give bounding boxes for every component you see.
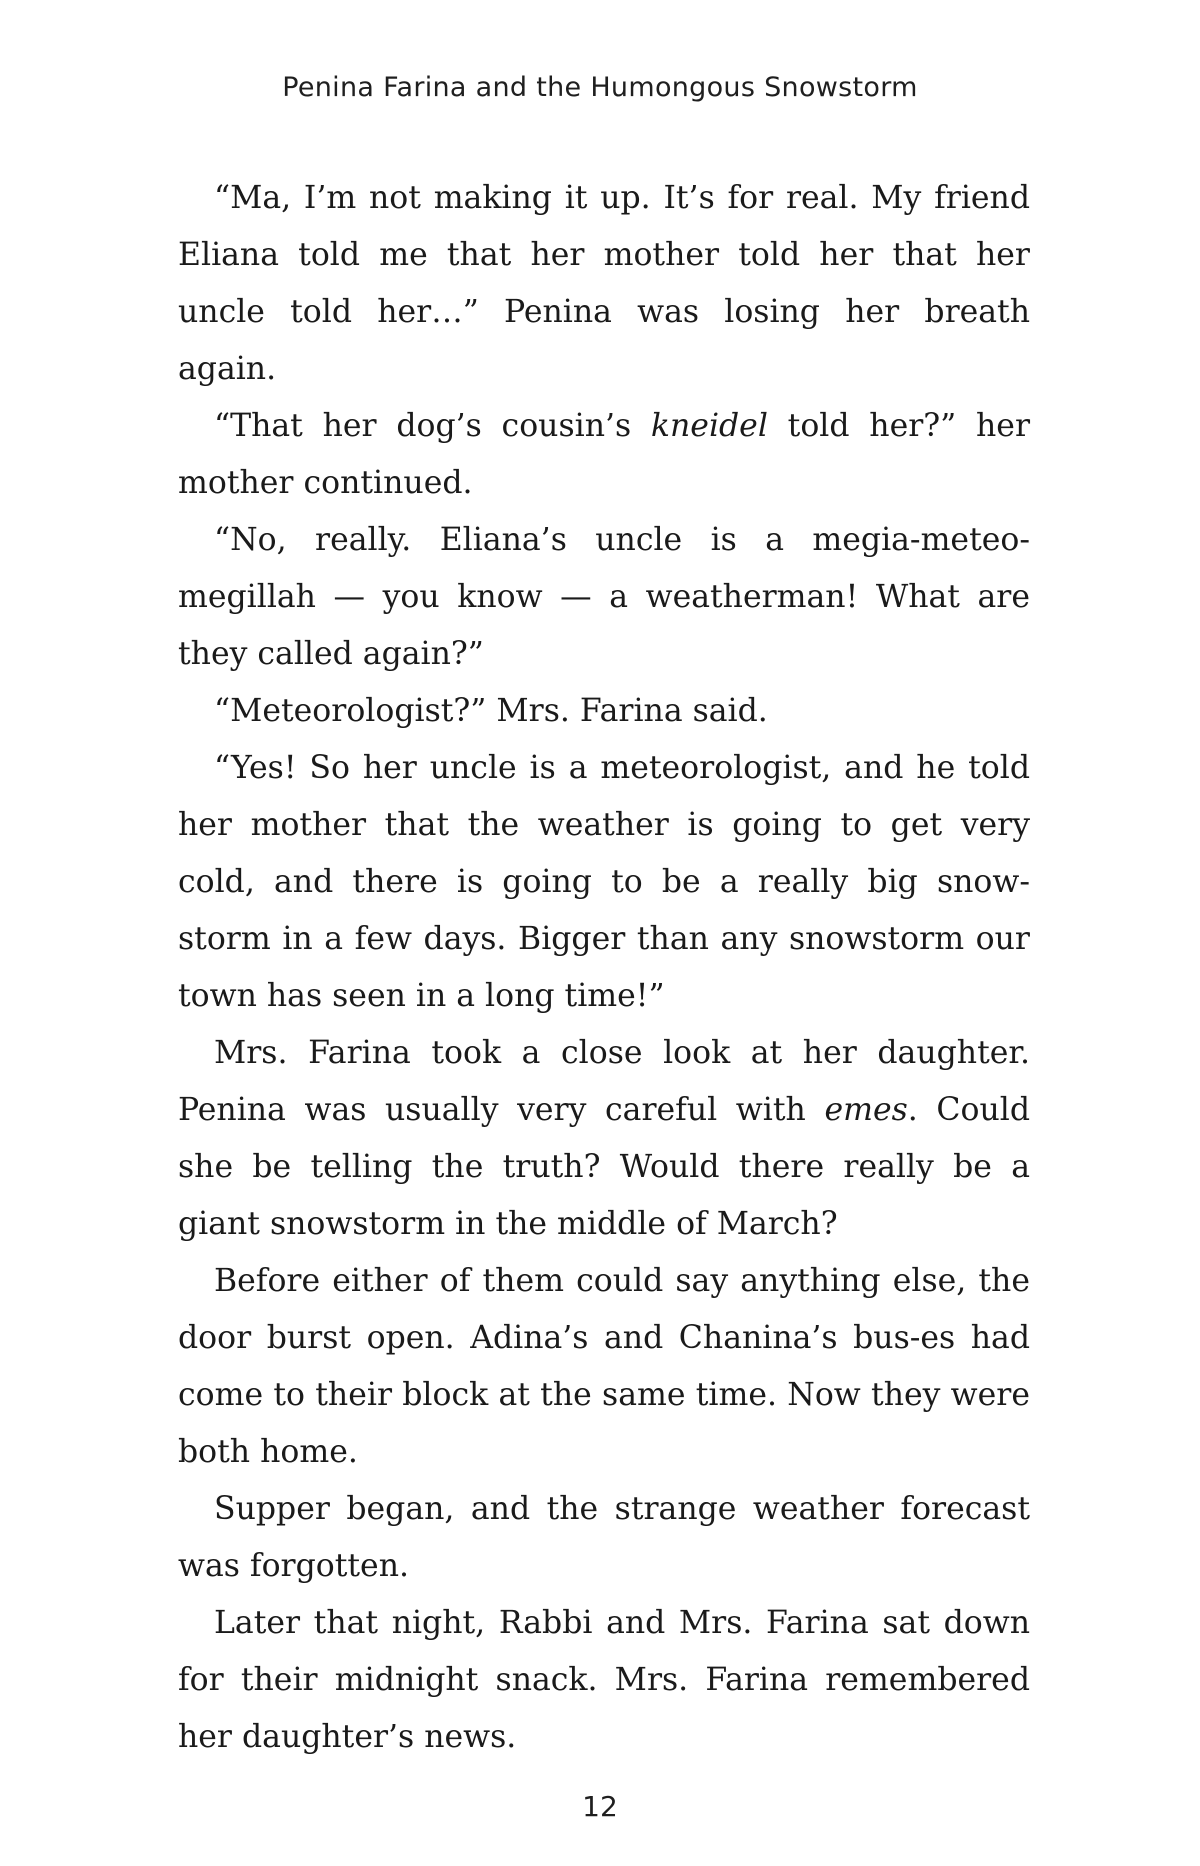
paragraph-7: Before either of them could say anything else, the door burst open. Adina’s and Chanina’s bus-es had come to their block at the same time. Now they were both home.: [178, 1263, 1030, 1470]
page-number: 12: [582, 1790, 618, 1823]
paragraph-2: [178, 398, 1030, 512]
body-text: [178, 170, 1030, 1766]
paragraph-1: “Ma, I’m not making it up. It’s for real. My friend Eliana told me that her mother told her that her uncle told her…” Penina was losing her breath again.: [178, 180, 1030, 387]
paragraph-4: “Meteorologist?” Mrs. Farina said.: [214, 693, 768, 729]
paragraph-2-end: told her?” her mother continued.: [178, 408, 1030, 501]
paragraph-3: “No, really. Eliana’s uncle is a megia-meteo-megillah — you know — a weatherman! What are they called again?”: [178, 522, 1030, 672]
paragraph-6-start: Mrs. Farina took a close look at her daughter. Penina was usually very careful with: [178, 1035, 1030, 1128]
paragraph-2-start: “That her dog’s cousin’s: [214, 408, 651, 444]
paragraph-8: Supper began, and the strange weather forecast was forgotten.: [178, 1491, 1030, 1584]
paragraph-2-italic: kneidel: [650, 408, 768, 444]
paragraph-6: [178, 1025, 1030, 1253]
paragraph-6-italic: emes: [824, 1092, 908, 1128]
paragraph-6-end: . Could she be telling the truth? Would there really be a giant snowstorm in the middle of March?: [178, 1092, 1031, 1242]
running-head: Penina Farina and the Humongous Snowstorm: [282, 72, 918, 103]
paragraph-5: “Yes! So her uncle is a meteorologist, and he told her mother that the weather is going to get very cold, and there is going to be a really big snow-storm in a few days. Bigger than any snowstorm our town has seen in a long time!”: [178, 750, 1030, 1014]
paragraph-9: Later that night, Rabbi and Mrs. Farina sat down for their midnight snack. Mrs. Farina remembered her daughter’s news.: [178, 1605, 1030, 1755]
